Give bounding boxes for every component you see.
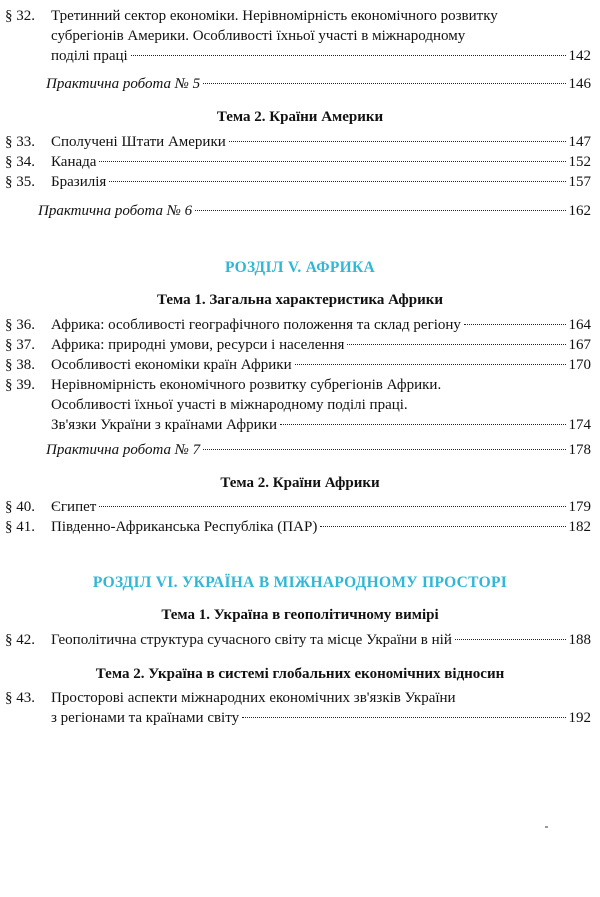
dot-leader (195, 210, 565, 211)
toc-entry-33[interactable] (5, 132, 591, 152)
dot-leader (295, 364, 566, 365)
entry-title: Південно-Африканська Республіка (ПАР) (51, 519, 318, 535)
entry-title-line-1: Просторові аспекти міжнародних економічних зв'язків України (51, 690, 456, 706)
dot-leader (131, 55, 566, 56)
practice-work-5[interactable] (46, 74, 591, 94)
toc-entry-37[interactable] (5, 335, 591, 355)
entry-page: 192 (568, 710, 591, 726)
section-heading-v: РОЗДІЛ V. АФРИКА (224, 259, 376, 276)
toc-entry-43[interactable] (5, 688, 591, 728)
entry-number: § 40. (5, 499, 35, 515)
entry-page: 188 (568, 632, 591, 648)
dot-leader (320, 526, 565, 527)
dot-leader (203, 83, 565, 84)
toc-entry-39[interactable] (5, 375, 591, 435)
dot-leader (242, 717, 565, 718)
entry-title-line-1: Нерівномірність економічного розвитку субрегіонів Африки. (51, 377, 442, 393)
entry-title-line-2: з регіонами та країнами світу (51, 710, 240, 726)
toc-entry-41[interactable] (5, 517, 591, 537)
toc-entry-36[interactable] (5, 315, 591, 335)
dot-leader (464, 324, 566, 325)
entry-title: Геополітична структура сучасного світу та місце України в ній (51, 632, 452, 648)
entry-number: § 37. (5, 337, 35, 353)
entry-title-line-1: Третинний сектор економіки. Нерівномірність економічного розвитку (51, 8, 498, 24)
topic-heading-ukraine-1: Тема 1. Україна в геополітичному вимірі (161, 607, 439, 623)
toc-entry-35[interactable] (5, 172, 591, 192)
practice-label: Практична робота № 5 (46, 76, 201, 92)
dot-leader (455, 639, 566, 640)
entry-number: § 32. (5, 8, 35, 24)
dot-leader (99, 506, 565, 507)
entry-title-line-2: субрегіонів Америки. Особливості їхньої участі в міжнародному (51, 28, 466, 44)
dot-leader (280, 424, 566, 425)
section-heading-vi: РОЗДІЛ VI. УКРАЇНА В МІЖНАРОДНОМУ ПРОСТОРІ (92, 574, 508, 591)
entry-number: § 33. (5, 134, 35, 150)
practice-work-6[interactable] (38, 201, 591, 221)
toc-entry-40[interactable] (5, 497, 591, 517)
entry-number: § 38. (5, 357, 35, 373)
entry-page: 179 (568, 499, 591, 515)
entry-title: Сполучені Штати Америки (51, 134, 226, 150)
topic-heading-africa-2: Тема 2. Країни Африки (220, 475, 380, 491)
dot-leader (109, 181, 565, 182)
topic-heading-ukraine-2: Тема 2. Україна в системі глобальних економічних відносин (95, 666, 505, 682)
entry-number: § 36. (5, 317, 35, 333)
entry-title: Єгипет (51, 499, 97, 515)
entry-title: Бразилія (51, 174, 107, 190)
entry-number: § 34. (5, 154, 35, 170)
entry-number: § 39. (5, 377, 35, 393)
entry-title: Африка: особливості географічного положення та склад регіону (51, 317, 461, 333)
entry-title-line-2: Особливості їхньої участі в міжнародному поділі праці. (51, 397, 408, 413)
practice-page: 178 (568, 442, 591, 458)
entry-page: 164 (568, 317, 591, 333)
entry-page: 152 (568, 154, 591, 170)
practice-label: Практична робота № 6 (38, 203, 193, 219)
practice-page: 162 (568, 203, 591, 219)
dot-leader (203, 449, 565, 450)
topic-heading-africa-1: Тема 1. Загальна характеристика Африки (156, 292, 444, 308)
entry-title: Особливості економіки країн Африки (51, 357, 292, 373)
dot-leader (347, 344, 565, 345)
entry-page: 182 (568, 519, 591, 535)
entry-number: § 41. (5, 519, 35, 535)
dot-leader (229, 141, 566, 142)
topic-heading-america-2: Тема 2. Країни Америки (216, 109, 384, 125)
entry-page: 157 (568, 174, 591, 190)
dot-leader (99, 161, 565, 162)
entry-title-line-3: Зв'язки України з країнами Африки (51, 417, 277, 433)
entry-page: 167 (568, 337, 591, 353)
practice-page: 146 (568, 76, 591, 92)
entry-title: Африка: природні умови, ресурси і населення (51, 337, 345, 353)
practice-label: Практична робота № 7 (46, 442, 201, 458)
entry-page: 174 (568, 417, 591, 433)
entry-page: 142 (568, 48, 591, 64)
toc-entry-42[interactable] (5, 630, 591, 650)
entry-number: § 43. (5, 690, 35, 706)
entry-number: § 42. (5, 632, 35, 648)
toc-entry-38[interactable] (5, 355, 591, 375)
scan-speck (545, 826, 548, 828)
entry-title: Канада (51, 154, 97, 170)
entry-number: § 35. (5, 174, 35, 190)
entry-page: 170 (568, 357, 591, 373)
practice-work-7[interactable] (46, 440, 591, 460)
entry-page: 147 (568, 134, 591, 150)
toc-entry-32[interactable] (5, 6, 591, 66)
entry-title-line-3: поділі праці (51, 48, 128, 64)
toc-entry-34[interactable] (5, 152, 591, 172)
